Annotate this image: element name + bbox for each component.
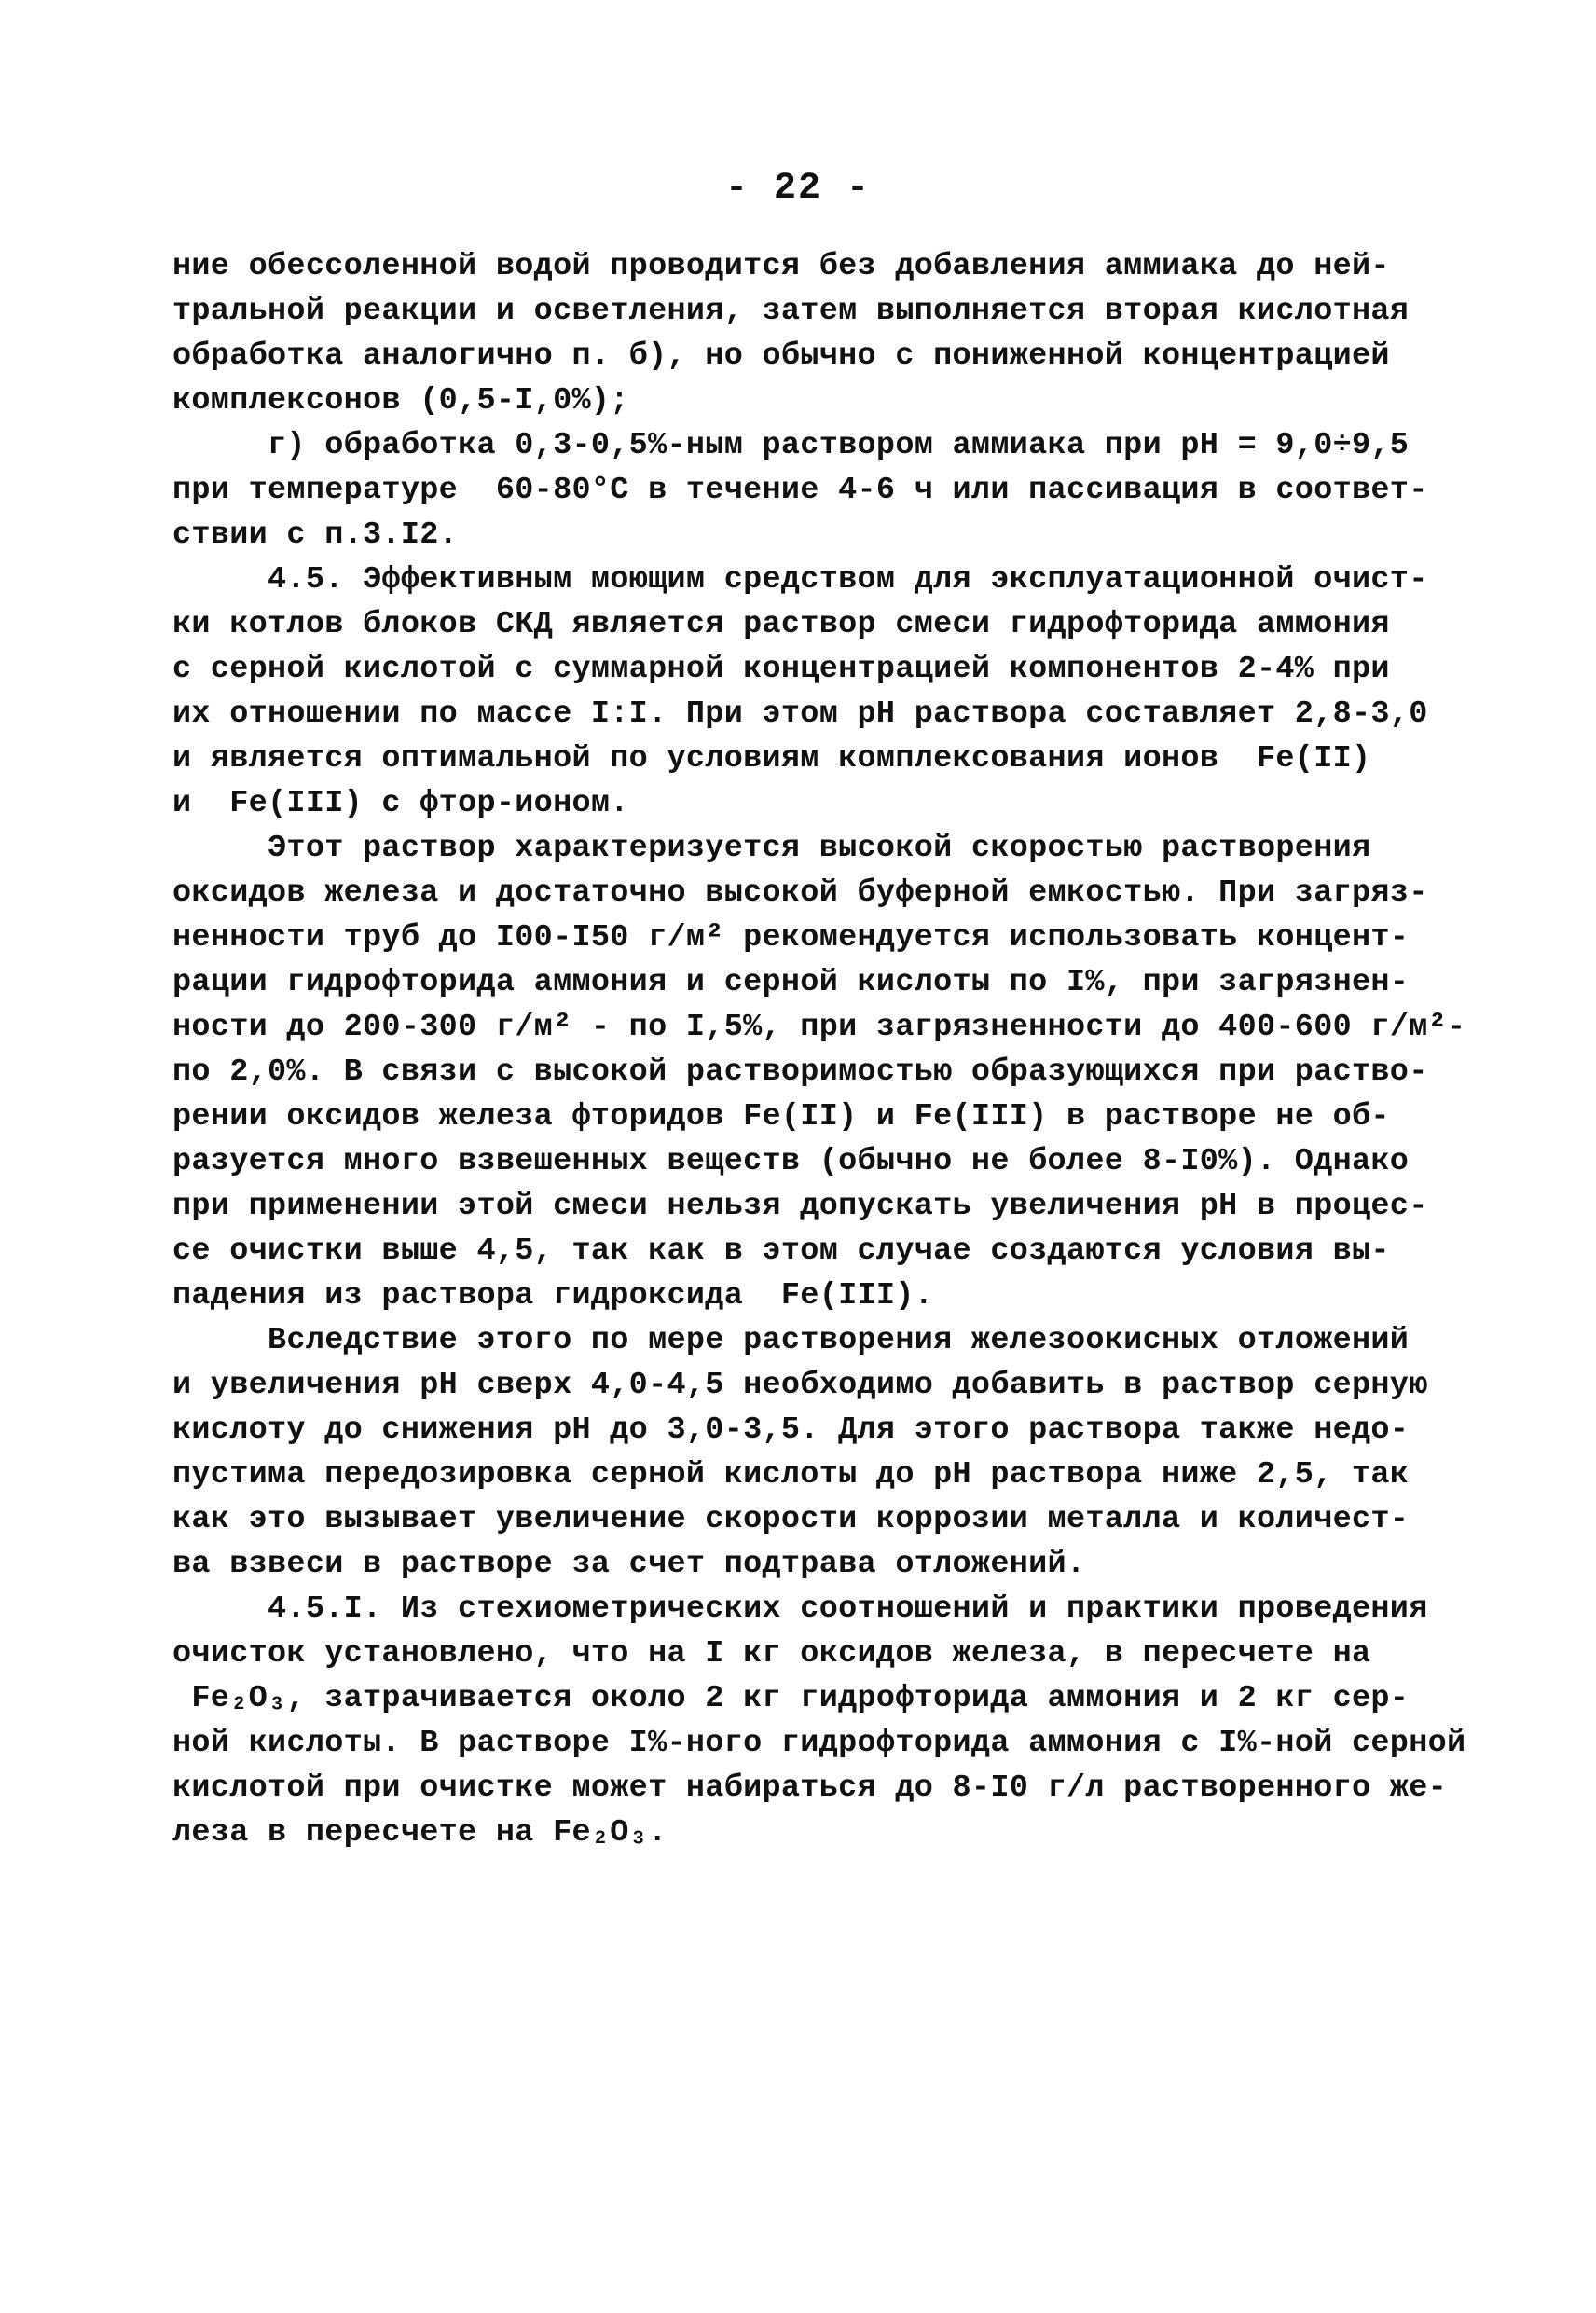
page-number: - 22 - — [724, 168, 872, 210]
text-line: комплексонов (0,5-I,0%); — [172, 383, 629, 419]
text-line: ствии с п.3.I2. — [172, 517, 459, 553]
text-line: очисток установлено, что на I кг оксидов железа, в пересчете на — [172, 1636, 1371, 1672]
text-line: леза в пересчете на Fe₂O₃. — [172, 1815, 667, 1851]
body-text — [172, 244, 1466, 1855]
text-line: ние обессоленной водой проводится без добавления аммиака до ней- — [172, 249, 1390, 284]
text-line: 4.5.I. Из стехиометрических соотношений и практики проведения — [172, 1591, 1428, 1627]
text-line: с серной кислотой с суммарной концентрацией компонентов 2-4% при — [172, 652, 1390, 687]
text-line: рении оксидов железа фторидов Fe(II) и Fe(III) в растворе не об- — [172, 1099, 1390, 1135]
text-line: Fe₂O₃, затрачивается около 2 кг гидрофторида аммония и 2 кг сер- — [172, 1681, 1410, 1716]
text-line: как это вызывает увеличение скорости коррозии металла и количест- — [172, 1502, 1410, 1537]
text-line: г) обработка 0,3-0,5%-ным раствором аммиака при pH = 9,0÷9,5 — [172, 428, 1410, 463]
text-line: ненности труб до I00-I50 г/м² рекомендуется использовать концент- — [172, 920, 1410, 956]
text-line: обработка аналогично п. б), но обычно с пониженной концентрацией — [172, 338, 1390, 374]
text-line: се очистки выше 4,5, так как в этом случае создаются условия вы- — [172, 1233, 1390, 1269]
text-line: ва взвеси в растворе за счет подтрава отложений. — [172, 1547, 1086, 1582]
text-line: ности до 200-300 г/м² - по I,5%, при загрязненности до 400-600 г/м²- — [172, 1010, 1466, 1045]
text-line: падения из раствора гидроксида Fe(III). — [172, 1278, 934, 1314]
text-line: Этот раствор характеризуется высокой скоростью растворения — [172, 831, 1371, 866]
text-line: ки котлов блоков СКД является раствор смеси гидрофторида аммония — [172, 607, 1390, 642]
text-line: Вследствие этого по мере растворения железоокисных отложений — [172, 1323, 1410, 1358]
text-line: разуется много взвешенных веществ (обычно не более 8-I0%). Однако — [172, 1144, 1410, 1179]
text-line: кислоту до снижения pH до 3,0-3,5. Для этого раствора также недо- — [172, 1412, 1410, 1448]
text-line: их отношении по массе I:I. При этом pH раствора составляет 2,8-3,0 — [172, 696, 1428, 732]
text-line: при применении этой смеси нельзя допускать увеличения pH в процес- — [172, 1189, 1428, 1224]
text-line: кислотой при очистке может набираться до 8-I0 г/л растворенного же- — [172, 1770, 1448, 1806]
text-line: рации гидрофторида аммония и серной кислоты по I%, при загрязнен- — [172, 965, 1410, 1000]
text-line: при температуре 60-80°C в течение 4-6 ч или пассивация в соответ- — [172, 473, 1428, 508]
text-line: по 2,0%. В связи с высокой растворимостью образующихся при раство- — [172, 1054, 1428, 1090]
text-line: и увеличения pH сверх 4,0-4,5 необходимо добавить в раствор серную — [172, 1368, 1428, 1403]
text-line: 4.5. Эффективным моющим средством для эксплуатационной очист- — [172, 562, 1428, 598]
text-line: и является оптимальной по условиям комплексования ионов Fe(II) — [172, 741, 1371, 777]
text-line: пустима передозировка серной кислоты до pH раствора ниже 2,5, так — [172, 1457, 1410, 1493]
text-line: ной кислоты. В растворе I%-ного гидрофторида аммония с I%-ной серной — [172, 1726, 1466, 1761]
text-line: оксидов железа и достаточно высокой буферной емкостью. При загряз- — [172, 875, 1428, 911]
text-line: тральной реакции и осветления, затем выполняется вторая кислотная — [172, 294, 1410, 329]
text-line: и Fe(III) с фтор-ионом. — [172, 786, 629, 821]
